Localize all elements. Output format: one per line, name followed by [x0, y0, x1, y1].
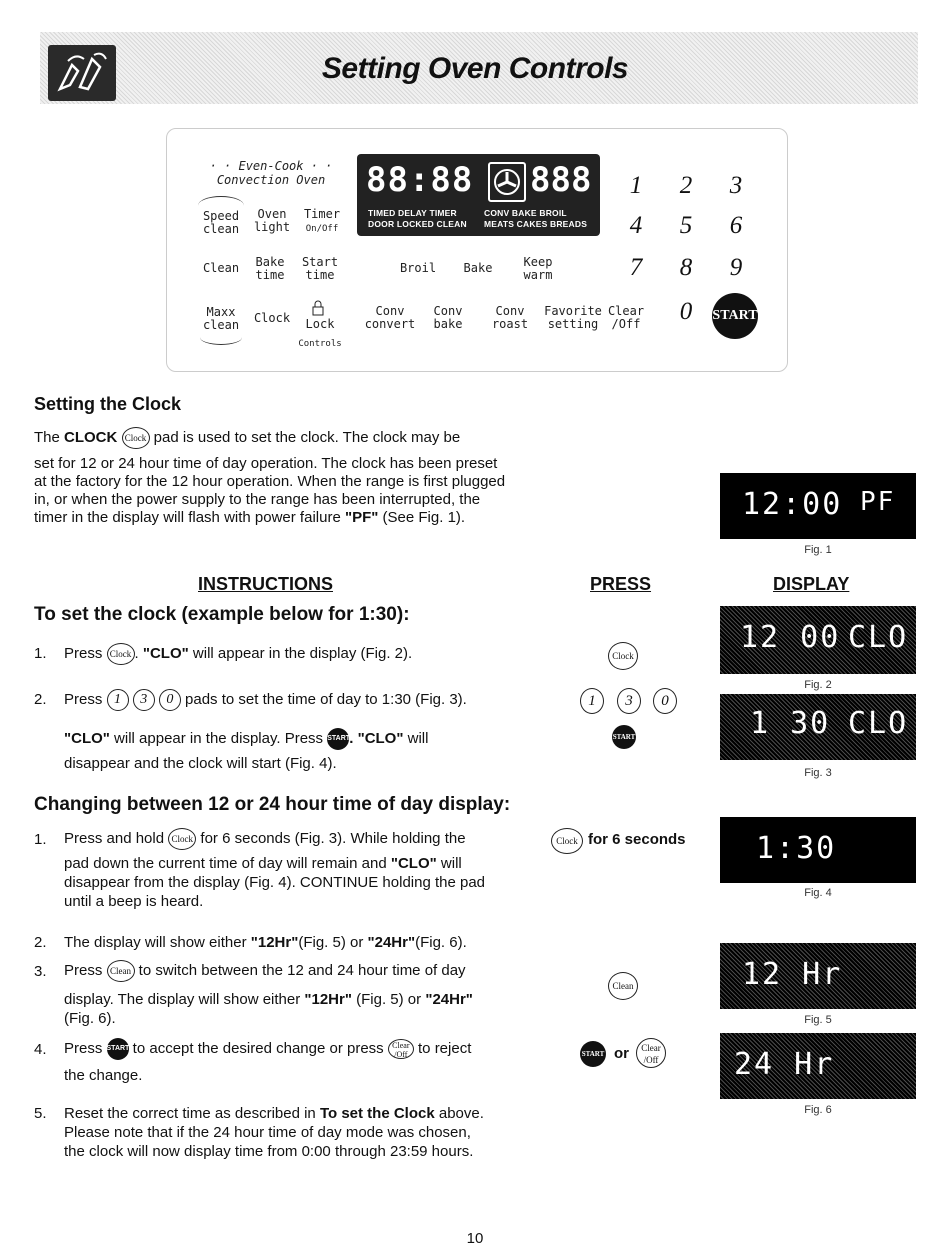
fig6-label: Fig. 6	[804, 1104, 832, 1116]
set-clock-step2: Press 1 3 0 pads to set the time of day to 1:30 (Fig. 3).	[64, 689, 534, 711]
fig3-display	[720, 694, 916, 760]
fig5-label: Fig. 5	[804, 1014, 832, 1026]
fig1-time: 12:00	[742, 487, 843, 522]
oven-light-pad[interactable]: Oven light	[253, 207, 291, 234]
fig2-display	[720, 606, 916, 674]
fig4-time: 1:30	[756, 831, 837, 866]
key-0[interactable]: 0	[679, 298, 693, 325]
fig2-code: CLO	[848, 620, 909, 655]
key-3-icon: 3	[133, 689, 155, 711]
press-for-6-seconds: for 6 seconds	[588, 831, 686, 848]
fan-icon	[488, 162, 526, 202]
change-step5-num: 5.	[34, 1105, 47, 1122]
change-step4-end: the change.	[64, 1067, 143, 1084]
setting-clock-heading: Setting the Clock	[34, 394, 182, 414]
conv-bake-pad[interactable]: Conv bake	[433, 304, 463, 331]
maxx-clean-pad[interactable]: Maxx clean	[202, 305, 240, 332]
change-step3: Press Clean to switch between the 12 and 24 hour time of day	[64, 960, 544, 982]
press-key-0: 0	[653, 688, 677, 714]
press-clock-pad: Clock	[608, 642, 638, 670]
lock-icon	[312, 300, 324, 316]
change-step3-cont: display. The display will show either "12Hr" (Fig. 5) or "24Hr" (Fig. 6).	[64, 991, 473, 1027]
lcd-indicator-row1b: CONV BAKE BROIL	[484, 208, 567, 218]
lock-pad[interactable]: Lock	[305, 317, 335, 331]
press-key-1: 1	[580, 688, 604, 714]
change-mode-heading: Changing between 12 or 24 hour time of day display:	[34, 794, 511, 815]
fig3-code: CLO	[848, 706, 909, 741]
set-clock-step1-num: 1.	[34, 645, 47, 662]
press-key-3: 3	[617, 688, 641, 714]
key-5[interactable]: 5	[679, 212, 693, 239]
clock-pad-icon: Clock	[107, 643, 135, 665]
press-start: START	[612, 725, 636, 749]
key-3[interactable]: 3	[729, 172, 743, 199]
set-clock-step2-num: 2.	[34, 691, 47, 708]
clean-pad[interactable]: Clean	[202, 261, 240, 275]
clock-pad-icon: Clock	[168, 828, 196, 850]
clear-off-pad[interactable]: Clear /Off	[607, 304, 645, 331]
key-1[interactable]: 1	[629, 172, 643, 199]
start-time-pad[interactable]: Start time	[301, 255, 339, 282]
lcd-time-digits: 88:88	[366, 160, 474, 200]
fig5-text: 12 Hr	[742, 957, 843, 992]
even-cook-label: · · Even-Cook · ·	[209, 159, 333, 173]
fig3-label: Fig. 3	[804, 767, 832, 779]
fig6-display	[720, 1033, 916, 1099]
favorite-setting-pad[interactable]: Favorite setting	[544, 304, 602, 331]
change-step1: Press and hold Clock for 6 seconds (Fig. 3). While holding the	[64, 828, 544, 850]
speed-clean-pad[interactable]: Speed clean	[202, 209, 240, 236]
press-clean-pad: Clean	[608, 972, 638, 1000]
key-6[interactable]: 6	[729, 212, 743, 239]
press-start-accept: START	[580, 1041, 606, 1067]
fig2-label: Fig. 2	[804, 679, 832, 691]
press-header: PRESS	[590, 574, 652, 594]
fig2-time: 12 00	[740, 620, 841, 655]
press-or: or	[614, 1045, 629, 1062]
fig1-code: PF	[860, 487, 896, 517]
instructions-header: INSTRUCTIONS	[198, 574, 333, 594]
change-step4: Press START to accept the desired change or press Clear /Off to reject	[64, 1039, 472, 1059]
lcd-indicator-row2: DOOR LOCKED CLEAN	[368, 219, 467, 229]
key-1-icon: 1	[107, 689, 129, 711]
conv-convert-pad[interactable]: Conv convert	[364, 304, 416, 331]
key-8[interactable]: 8	[679, 254, 693, 281]
fig4-display	[720, 817, 916, 883]
controls-label: Controls	[298, 339, 342, 349]
change-step4-num: 4.	[34, 1041, 47, 1058]
clock-pad[interactable]: Clock	[253, 311, 291, 325]
fig1-label: Fig. 1	[804, 544, 832, 556]
change-step1-num: 1.	[34, 831, 47, 848]
setting-clock-line1: The CLOCK Clock pad is used to set the clock. The clock may be	[34, 427, 534, 449]
key-2[interactable]: 2	[679, 172, 693, 199]
start-icon: START	[327, 728, 349, 750]
change-step1-cont: pad down the current time of day will remain and "CLO" will disappear from the display (Fig. 4). CONTINUE holding the pad until a beep is heard.	[64, 855, 486, 910]
clear-off-pad-icon: Clear /Off	[388, 1039, 414, 1059]
fig5-display	[720, 943, 916, 1009]
broil-pad[interactable]: Broil	[399, 261, 437, 275]
change-step5: Reset the correct time as described in To set the Clock above. Please note that if the 24 hour time of day mode was chosen, the clock will now display time from 0:00 through 23:59 hours.	[64, 1105, 484, 1160]
clean-pad-icon: Clean	[107, 960, 135, 982]
fig6-text: 24 Hr	[734, 1047, 835, 1082]
press-clock-pad-hold: Clock	[551, 828, 583, 854]
key-7[interactable]: 7	[629, 254, 643, 281]
set-clock-heading: To set the clock (example below for 1:30):	[34, 604, 410, 625]
set-clock-step1: Press Clock . "CLO" will appear in the display (Fig. 2).	[64, 643, 504, 665]
key-0-icon: 0	[159, 689, 181, 711]
bake-time-pad[interactable]: Bake time	[255, 255, 285, 282]
fig4-label: Fig. 4	[804, 887, 832, 899]
lcd-indicator-row1: TIMED DELAY TIMER	[368, 208, 457, 218]
page-number: 10	[466, 1230, 484, 1247]
conv-roast-pad[interactable]: Conv roast	[491, 304, 529, 331]
keep-warm-pad[interactable]: Keep warm	[523, 255, 553, 282]
setting-clock-paragraph: set for 12 or 24 hour time of day operation. The clock has been preset at the factory for the 12 hour operation. When the range is first plugged in, or when the power supply to the range has been interrupted, the timer in the display will flash with power failure "PF" (See Fig. 1).	[34, 455, 506, 526]
lcd-indicator-row2b: MEATS CAKES BREADS	[484, 219, 588, 229]
page-title: Setting Oven Controls	[321, 52, 629, 85]
lcd-temp-digits: 888	[530, 160, 592, 200]
clock-pad-icon: Clock	[122, 427, 150, 449]
fig3-time: 1 30	[750, 706, 831, 741]
timer-pad[interactable]: Timer On/Off	[303, 207, 341, 234]
maxx-clean-arc	[200, 330, 242, 345]
start-icon: START	[107, 1038, 129, 1060]
key-4[interactable]: 4	[629, 212, 643, 239]
convection-oven-label: Convection Oven	[216, 173, 326, 187]
set-clock-step2-end: disappear and the clock will start (Fig. 4).	[64, 755, 337, 772]
bake-pad[interactable]: Bake	[463, 261, 493, 275]
start-button[interactable]: START	[712, 293, 758, 339]
change-step3-num: 3.	[34, 963, 47, 980]
set-clock-step2-cont: "CLO" will appear in the display. Press START. "CLO" will	[64, 728, 534, 750]
fig1-display	[720, 473, 916, 539]
display-header: DISPLAY	[773, 574, 850, 594]
change-step2-num: 2.	[34, 934, 47, 951]
key-9[interactable]: 9	[729, 254, 743, 281]
press-clear-off-pad: Clear /Off	[636, 1038, 666, 1068]
change-step2: The display will show either "12Hr"(Fig. 5) or "24Hr"(Fig. 6).	[64, 934, 467, 951]
